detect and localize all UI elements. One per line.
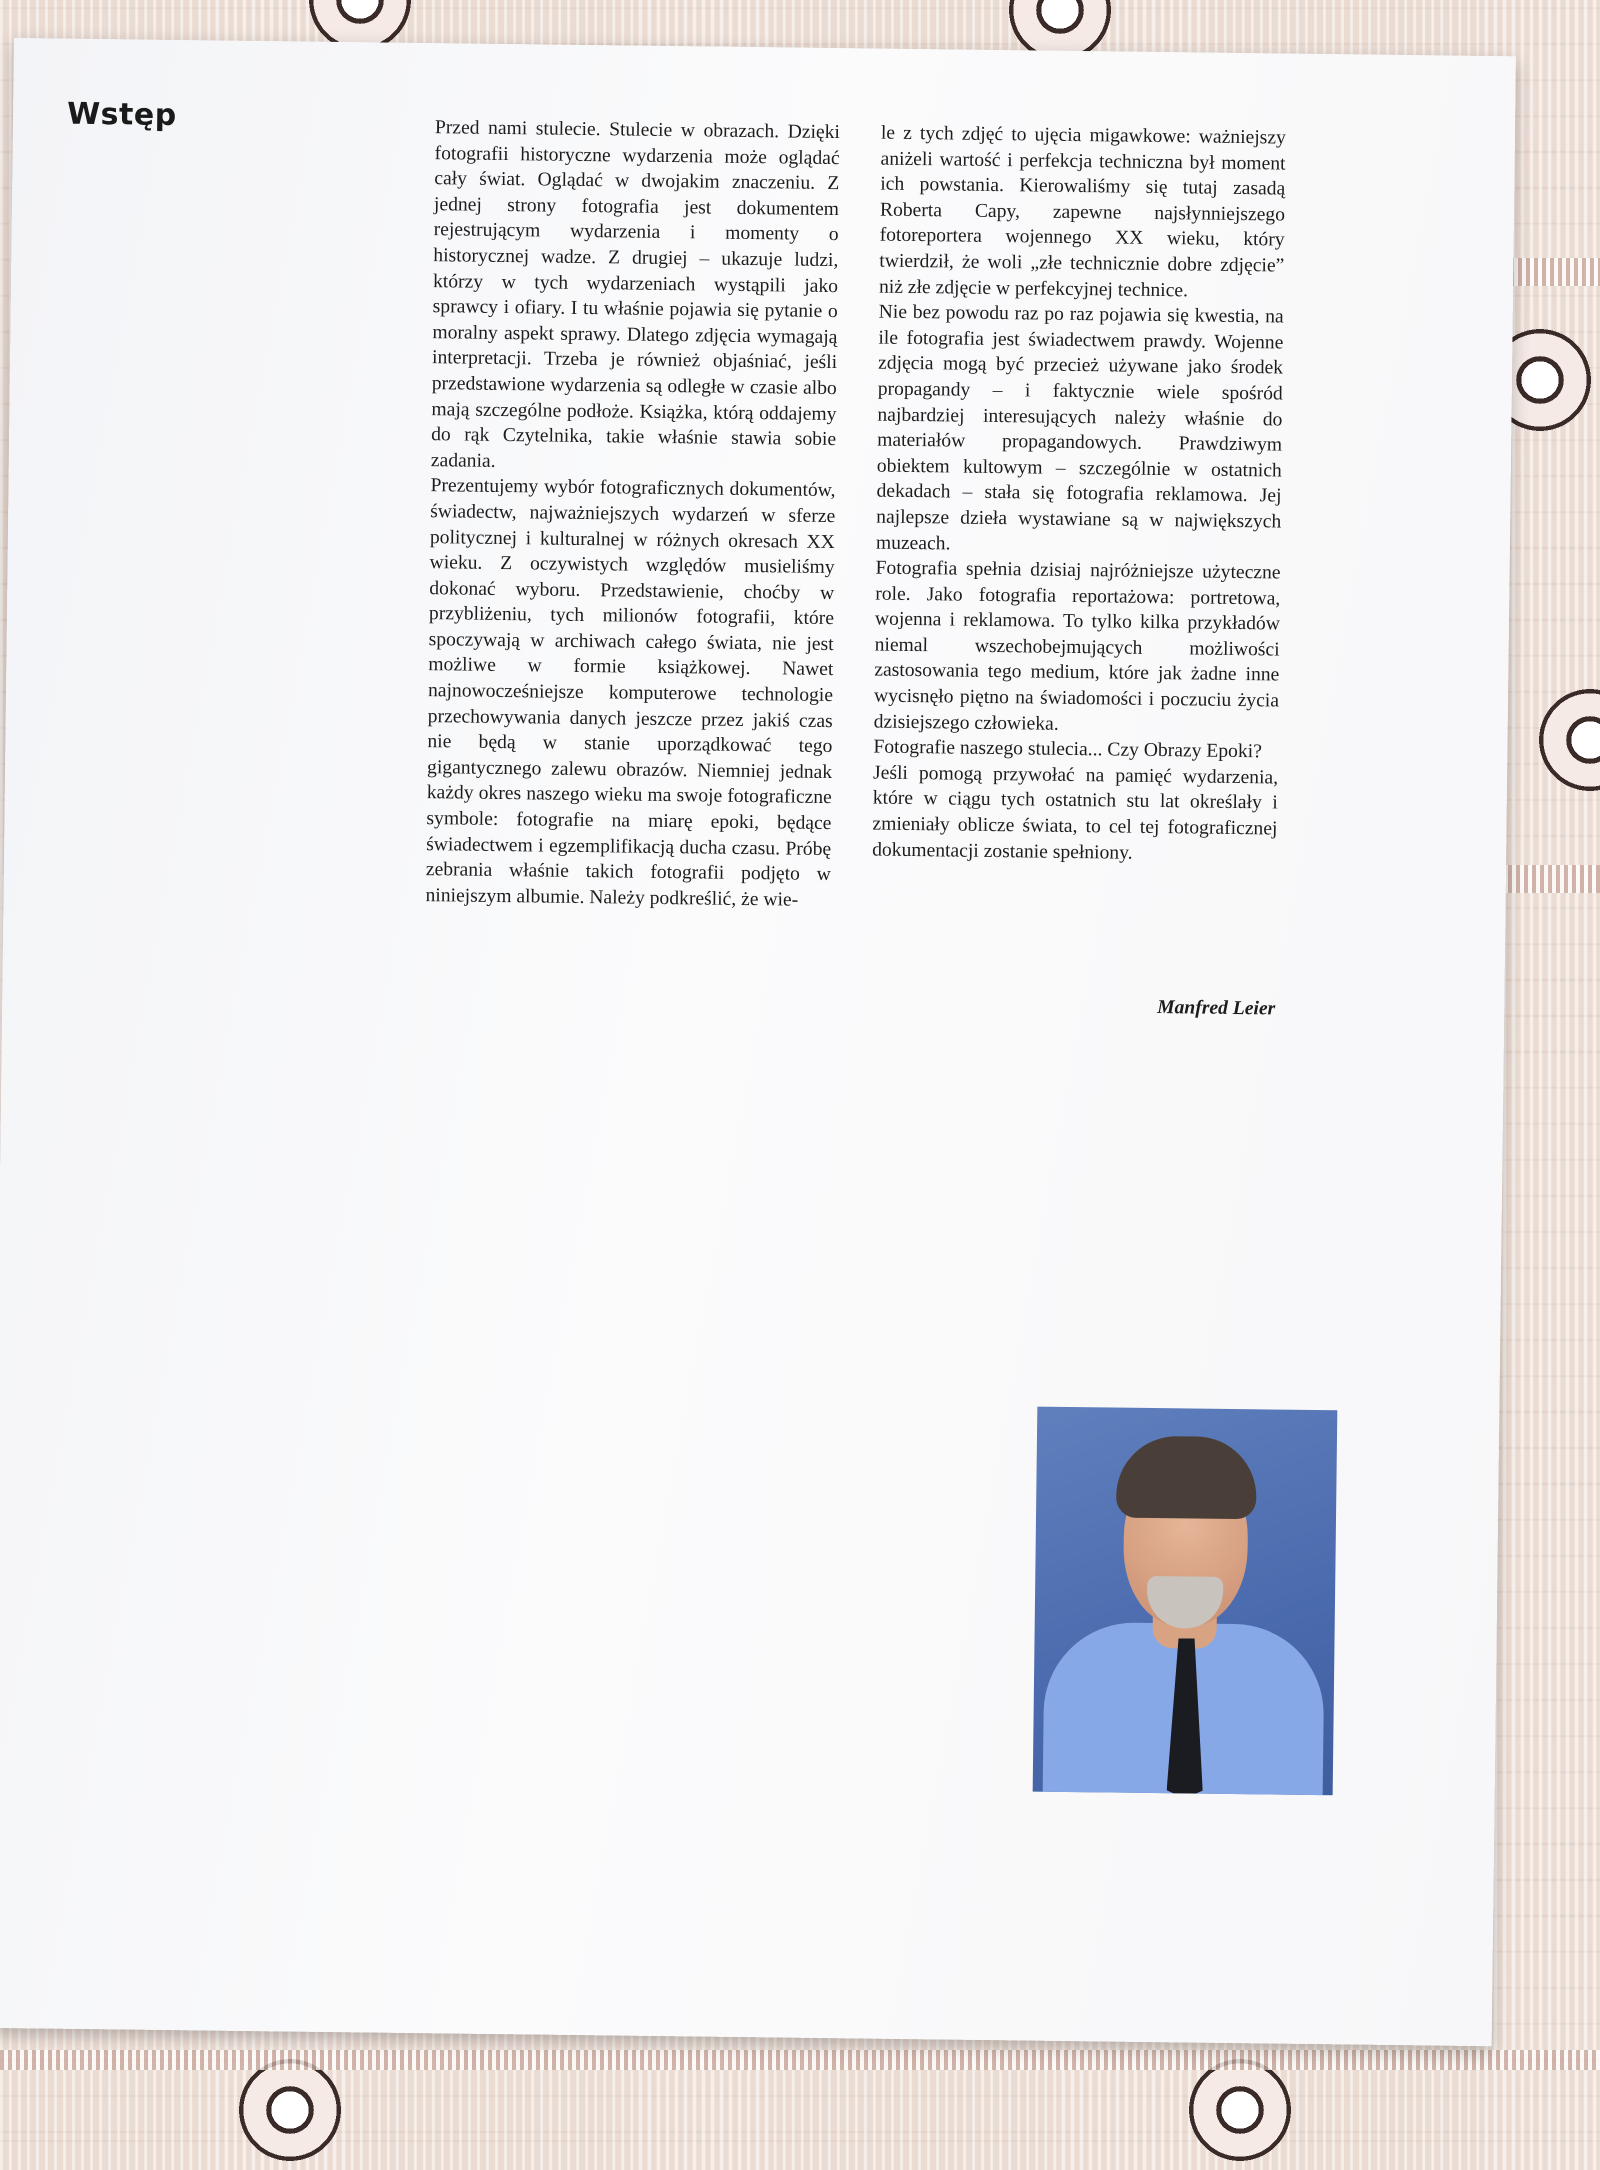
portrait-hair bbox=[1116, 1436, 1257, 1520]
author-signature: Manfred Leier bbox=[1157, 997, 1276, 1020]
paragraph: Nie bez powodu raz po raz pojawia się kwestia, na ile fotografia jest świadectwem prawdy. Wojenne zdjęcia mogą być przecież używane jako środek propagandy – i faktycznie wiele spośród najbardziej interesujących należy właśnie do materiałów propagandowych. Prawdziwym obiektem kultowym – szczególnie w ostatnich dekadach – stała się fotografia reklamowa. Jej najlepsze dzieła wystawiane są w największych muzeach. bbox=[875, 301, 1284, 554]
tablecloth-flower bbox=[1530, 680, 1600, 800]
paragraph: Przed nami stulecie. Stulecie w obrazach. Dzięki fotografii historyczne wydarzenia może oglądać cały świat. Oglądać w dwojakim znaczeniu. Z jednej strony fotografia jest dokumentem rejestrującym wydarzenia i momenty o historycznej wadze. Z drugiej – ukazuje ludzi, którzy w tych wydarzeniach wystąpili jako sprawcy i ofiary. I tu właśnie pojawia się pytanie o moralny aspekt sprawy. Dlatego zdjęcia wymagają interpretacji. Trzeba je również objaśniać, jeśli przedstawione wydarzenia są odległe w czasie albo mają szczególne podłoże. Książka, którą oddajemy do rąk Czytelnika, takie właśnie stawia sobie zadania. bbox=[430, 117, 841, 472]
author-portrait-photo bbox=[1033, 1407, 1338, 1796]
show-through-text bbox=[181, 1050, 751, 1917]
book-page bbox=[0, 38, 1516, 2046]
paragraph: Prezentujemy wybór fotograficznych dokumentów, świadectw, najważniejszych wydarzeń w sferze politycznej i kulturalnej w różnych okresach XX wieku. Z oczywistych względów musieliśmy dokonać wyboru. Przedstawienie, choćby w przybliżeniu, tych milionów fotografii, które spoczywają w archiwach całego świata, nie jest możliwe w formie książkowej. Nawet najnowocześniejsze komputerowe technologie przechowywania danych jeszcze przez jakiś czas nie będą w stanie uporządkować tego gigantycznego zalewu obrazów. Niemniej jednak każdy okres naszego wieku ma swoje fotograficzne symbole: fotografie na miarę epoki, będące świadectwem i egzemplifikacją ducha czasu. Próbę zebrania właśnie takich fotografii podjęto w niniejszym albumie. Należy podkreślić, że wie- bbox=[425, 475, 836, 911]
text-column-left bbox=[425, 115, 840, 913]
tablecloth-stripe bbox=[0, 2050, 1600, 2070]
paragraph: Jeśli pomogą przywołać na pamięć wydarzenia, które w ciągu tych ostatnich stu lat określały i zmieniały oblicze świata, to cel tej fotograficznej dokumentacji zostanie spełniony. bbox=[872, 762, 1279, 864]
text-column-right bbox=[872, 121, 1286, 868]
paragraph: le z tych zdjęć to ujęcia migawkowe: ważniejszy aniżeli wartość i perfekcja techniczna był moment ich powstania. Kierowaliśmy się tutaj zasadą Roberta Capy, zapewne najsłynniejszego fotoreportera wojennego XX wieku, który twierdził, że woli „złe technicznie dobre zdjęcie” niż złe zdjęcie w perfekcyjnej technice. bbox=[878, 122, 1287, 301]
page-title: Wstęp bbox=[66, 96, 177, 133]
paragraph: Fotografia spełnia dzisiaj najróżniejsze użyteczne role. Jako fotografia reportażowa: portretowa, wojenna i reklamowa. To tylko kilka przykładów niemal wszechobejmujących możliwości zastosowania tego medium, które jak żadne inne wycisnęło piętno na świadomości i poczuciu życia dzisiejszego człowieka. bbox=[873, 557, 1281, 735]
paragraph: Fotografie naszego stulecia... Czy Obrazy Epoki? bbox=[873, 736, 1262, 763]
